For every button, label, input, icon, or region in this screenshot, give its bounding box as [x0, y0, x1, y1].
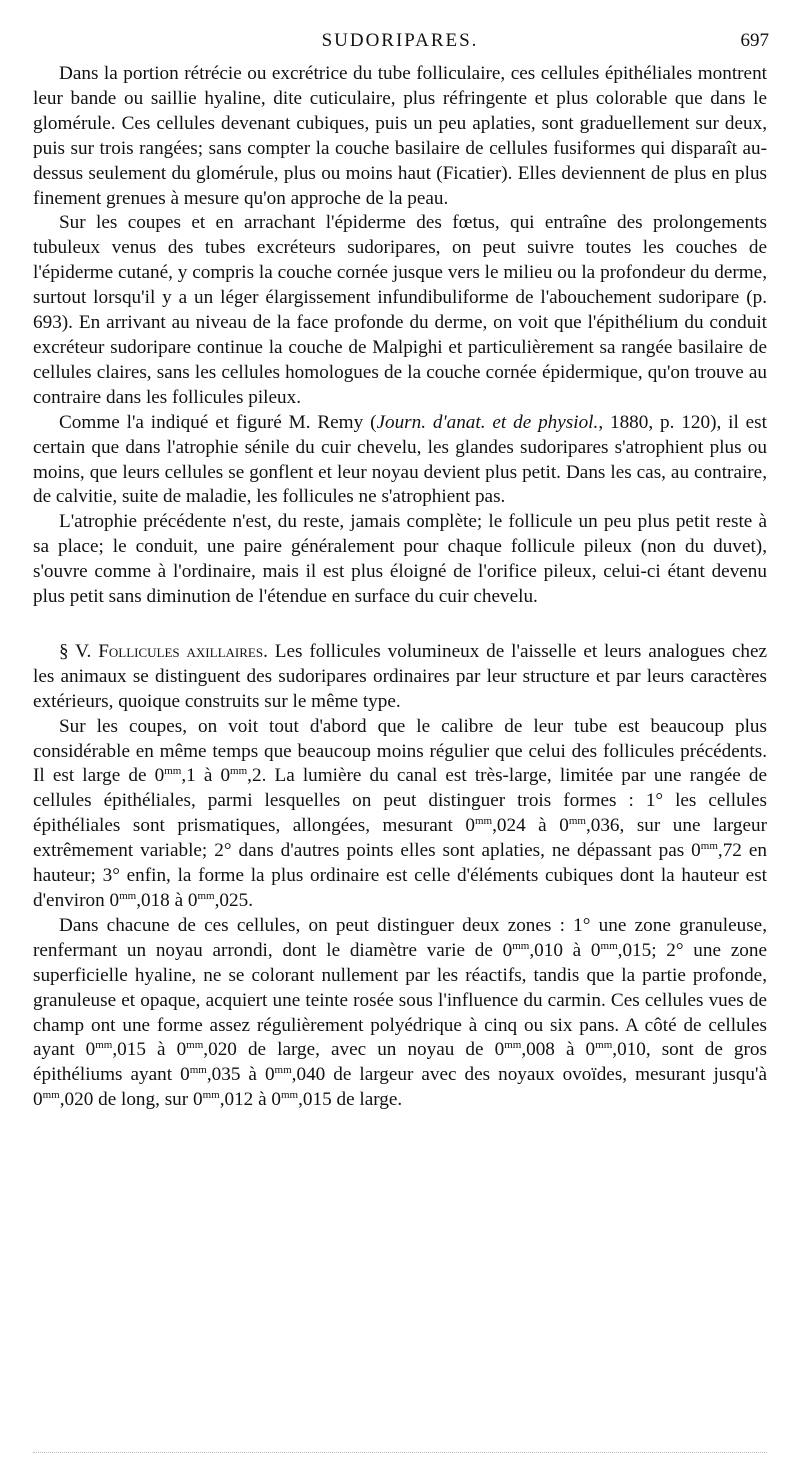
running-title: SUDORIPARES. [321, 30, 479, 51]
page-header [33, 30, 767, 54]
section-v-axillary-follicles: § V. Follicules axillaires. Les follicules volumineux de l'aisselle et leurs analogues chez les animaux se distinguent des sudoripares ordinaires par leur structure et par leurs caractères extérieurs, quoique construits sur le même type. [33, 640, 767, 712]
paragraph-senile-atrophy: Comme l'a indiqué et figuré M. Remy (Journ. d'anat. et de physiol., 1880, p. 120), il est certain que dans l'atrophie sénile du cuir chevelu, les glandes sudoripares s'atrophient plus ou moins, que leurs cellules se gonflent et leur noyau devient plus petit. Dans les cas, au contraire, de calvitie, suite de maladie, les follicules ne s'atrophient pas. [33, 411, 767, 508]
footer-dotted-rule [33, 1452, 767, 1453]
page-number: 697 [740, 30, 769, 51]
section-label: § V. [59, 640, 99, 662]
section-heading: Follicules axillaires. [98, 640, 268, 662]
paragraph-incomplete-atrophy: L'atrophie précédente n'est, du reste, jamais complète; le follicule un peu plus petit reste à sa place; le conduit, une paire généralement pour chaque follicule pileux (non du duvet), s'ouvre comme à l'ordinaire, mais il est plus éloigné de l'orifice pileux, celui-ci étant devenu plus petit sans diminution de l'étendue en surface du cuir chevelu. [33, 511, 767, 608]
section-spacer [33, 610, 767, 640]
paragraph-fetal-epidermis: Sur les coupes et en arrachant l'épiderme des fœtus, qui entraîne des prolongements tubuleux venus des tubes excréteurs sudoripares, on peut suivre toutes les couches de l'épiderme cutané, y compris la couche cornée jusque vers le milieu ou la profondeur du derme, surtout lorsqu'il y a un léger élargissement infundibuliforme de l'abouchement sudoripare (p. 693). En arrivant au niveau de la face profonde du derme, on voit que l'épithélium du conduit excréteur sudoripare continue la couche de Malpighi et particulièrement sa rangée basilaire de cellules claires, sans les cellules homologues de la couche cornée épidermique, qu'on trouve au contraire dans les follicules pileux. [33, 212, 767, 408]
paragraph-excretory-portion: Dans la portion rétrécie ou excrétrice du tube folliculaire, ces cellules épithéliales montrent leur bande ou saillie hyaline, dite cuticulaire, plus réfringente et plus colorable que dans le glomérule. Ces cellules devenant cubiques, puis un peu aplaties, sont graduellement sur deux, puis sur trois rangées; sans compter la couche basilaire de cellules fusiformes qui disparaît au-dessus seulement du glomérule, plus ou moins haut (Ficatier). Elles deviennent de plus en plus finement grenues à mesure qu'on approche de la peau. [33, 63, 767, 209]
journal-citation: Journ. d'anat. et de physiol. [376, 411, 599, 433]
body-text [33, 62, 767, 1113]
paragraph-cell-zones: Dans chacune de ces cellules, on peut distinguer deux zones : 1° une zone granuleuse, renfermant un noyau arrondi, dont le diamètre varie de $0^{mm},010$ à $0^{mm},015$; 2° une zone superficielle hyaline, ne se colorant nullement par les réactifs, tandis que la partie profonde, granuleuse et opaque, acquiert une teinte rosée sous l'influence du carmin. Ces cellules vues de champ ont une forme assez régulièrement polyédrique à cinq ou six pans. A côté de cellules ayant $0^{mm},015$ à $0^{mm},020$ de large, avec un noyau de $0^{mm},008$ à $0^{mm},010$, sont de gros épithéliums ayant $0^{mm},035$ à $0^{mm},040$ de largeur avec des noyaux ovoïdes, mesurant jusqu'à $0^{mm},020$ de long, sur $0^{mm},012$ à $0^{mm},015$ de large. [33, 914, 767, 1111]
paragraph-tube-caliber: Sur les coupes, on voit tout d'abord que le calibre de leur tube est beaucoup plus considérable en même temps que beaucoup moins régulier que celui des follicules précédents. Il est large de $0^{mm},1$ à $0^{mm},2$. La lumière du canal est très-large, limitée par une rangée de cellules épithéliales, parmi lesquelles on peut distinguer trois formes : 1° les cellules épithéliales sont prismatiques, allongées, mesurant $0^{mm},024$ à $0^{mm},036$, sur une largeur extrêmement variable; 2° dans d'autres points elles sont aplaties, ne dépassant pas $0^{mm},72$ en hauteur; 3° enfin, la forme la plus ordinaire est celle d'éléments cubiques dont la hauteur est d'environ $0^{mm},018$ à $0^{mm},025$. [33, 715, 767, 911]
